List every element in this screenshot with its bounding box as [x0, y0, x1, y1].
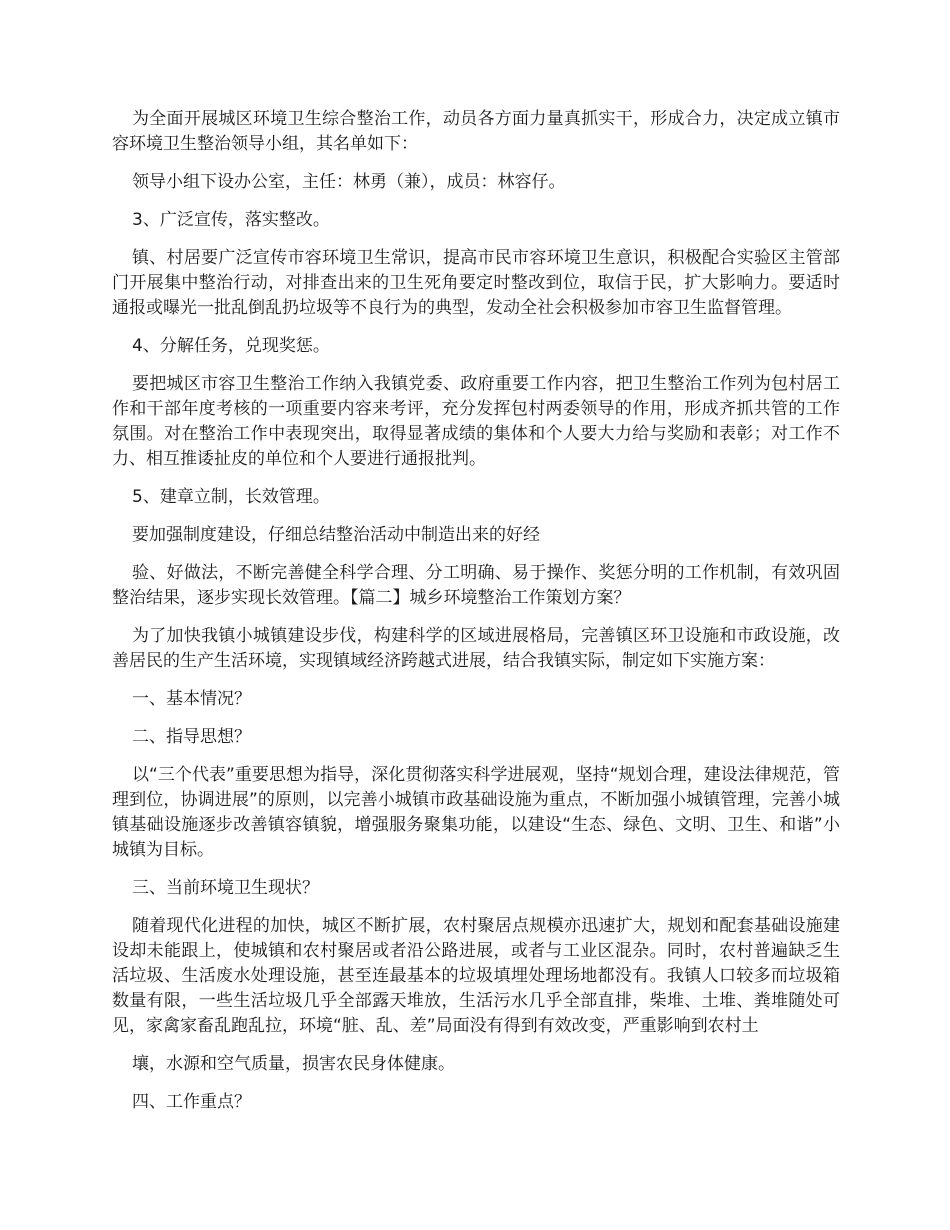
paragraph: 为了加快我镇小城镇建设步伐，构建科学的区域进展格局，完善镇区环卫设施和市政设施，改善居民的生产生活环境，实现镇域经济跨越式进展，结合我镇实际，制定如下实施方案：	[112, 626, 840, 671]
paragraph: 要把城区市容卫生整治工作纳入我镇党委、政府重要工作内容，把卫生整治工作列为包村居工作和干部年度考核的一项重要内容来考评，充分发挥包村两委领导的作用，形成齐抓共管的工作氛围。对在整治工作中表现突出，取得显著成绩的集体和个人要大力给与奖励和表彰；对工作不力、相互推诿扯皮的单位和个人要进行通报批判。	[112, 374, 840, 469]
section-heading: 一、基本情况？	[132, 689, 251, 709]
section-heading: 3、广泛宣传，落实整改。	[132, 210, 330, 230]
section-heading: 5、建章立制，长效管理。	[132, 487, 330, 507]
document-body	[112, 107, 840, 1128]
paragraph: 壤，水源和空气质量，损害农民身体健康。	[132, 1054, 455, 1074]
paragraph: 为全面开展城区环境卫生综合整治工作，动员各方面力量真抓实干，形成合力，决定成立镇市容环境卫生整治领导小组，其名单如下：	[112, 109, 840, 154]
paragraph: 镇、村居要广泛宣传市容环境卫生常识，提高市民市容环境卫生意识，积极配合实验区主管部门开展集中整治行动，对排查出来的卫生死角要定时整改到位，取信于民，扩大影响力。要适时通报或曝光一批乱倒乱扔垃圾等不良行为的典型，发动全社会积极参加市容卫生监督管理。	[112, 248, 840, 318]
section-heading: 四、工作重点？	[132, 1092, 251, 1112]
section-heading: 三、当前环境卫生现状？	[132, 878, 319, 898]
paragraph: 随着现代化进程的加快，城区不断扩展，农村聚居点规模亦迅速扩大，规划和配套基础设施建设却未能跟上，使城镇和农村聚居或者沿公路进展，或者与工业区混杂。同时，农村普遍缺乏生活垃圾、生活废水处理设施，甚至连最基本的垃圾填埋处理场地都没有。我镇人口较多而垃圾箱数量有限，一些生活垃圾几乎全部露天堆放，生活污水几乎全部直排，柴堆、土堆、粪堆随处可见，家禽家畜乱跑乱拉，环境“脏、乱、差”局面没有得到有效改变，严重影响到农村土	[112, 916, 840, 1036]
section-heading: 二、指导思想？	[132, 727, 251, 747]
paragraph: 以“三个代表”重要思想为指导，深化贯彻落实科学进展观，坚持“规划合理，建设法律规范，管理到位，协调进展”的原则，以完善小城镇市政基础设施为重点，不断加强小城镇管理，完善小城镇基础设施逐步改善镇容镇貌，增强服务聚集功能，以建设“生态、绿色、文明、卫生、和谐”小城镇为目标。	[112, 765, 840, 860]
section-heading: 4、分解任务，兑现奖惩。	[132, 336, 330, 356]
paragraph: 领导小组下设办公室，主任：林勇（兼），成员：林容仔。	[132, 172, 566, 192]
paragraph: 验、好做法，不断完善健全科学合理、分工明确、易于操作、奖惩分明的工作机制，有效巩固整治结果，逐步实现长效管理。【篇二】城乡环境整治工作策划方案？	[112, 563, 840, 608]
paragraph: 要加强制度建设，仔细总结整治活动中制造出来的好经	[132, 525, 540, 545]
